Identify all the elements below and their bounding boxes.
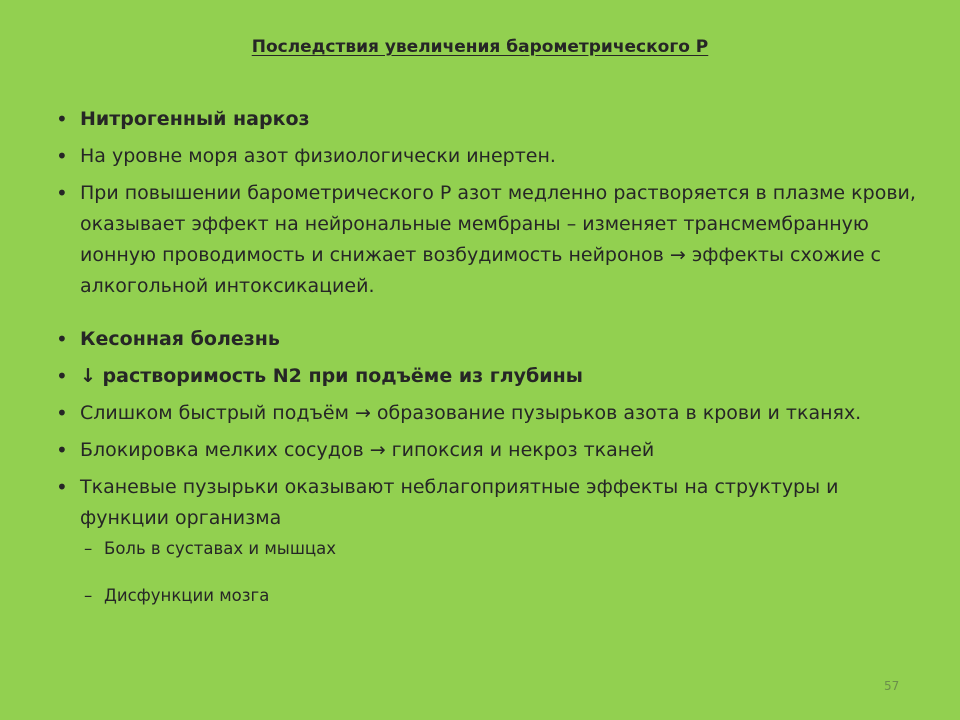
list-item — [56, 398, 916, 429]
bullet-icon: • — [56, 364, 68, 388]
list-item-text: Блокировка мелких сосудов → гипоксия и некроз тканей — [80, 439, 655, 461]
bullet-icon: • — [56, 181, 68, 205]
list-item-text: При повышении барометрического Р азот медленно растворяется в плазме крови, оказывает эффект на нейрональные мембраны – изменяет трансмембранную ионную проводимость и снижает возбудимость нейронов → эффекты схожие с алкогольной интоксикацией. — [80, 182, 916, 297]
list-item — [56, 435, 916, 466]
list-item-text: Нитрогенный наркоз — [80, 108, 310, 130]
sub-list-item — [56, 581, 916, 611]
dash-icon: – — [84, 539, 93, 558]
list-item-text: Слишком быстрый подъём → образование пузырьков азота в крови и тканях. — [80, 402, 862, 424]
dash-icon: – — [84, 585, 93, 605]
list-item-text: ↓ растворимость N2 при подъёме из глубины — [80, 365, 583, 387]
bullet-icon: • — [56, 475, 68, 499]
slide-title: Последствия увеличения барометрического Р — [251, 37, 709, 57]
bullet-icon: • — [56, 327, 68, 351]
list-item — [56, 361, 916, 392]
sub-list-item-text: Дисфункции мозга — [104, 585, 270, 605]
bullet-icon: • — [56, 438, 68, 462]
slide-content — [56, 104, 916, 627]
list-item — [56, 472, 916, 534]
list-item-text: Тканевые пузырьки оказывают неблагоприятные эффекты на структуры и функции организма — [80, 476, 839, 529]
bullet-icon: • — [56, 401, 68, 425]
list-item-text: На уровне моря азот физиологически инертен. — [80, 145, 556, 167]
sub-list-item-text: Боль в суставах и мышцах — [104, 539, 337, 558]
bullet-icon: • — [56, 144, 68, 168]
list-item — [56, 104, 916, 135]
list-item — [56, 324, 916, 355]
page-number: 57 — [884, 679, 900, 693]
sub-list-item — [56, 534, 916, 564]
list-item-text: Кесонная болезнь — [80, 328, 280, 350]
list-item — [56, 178, 916, 302]
bullet-icon: • — [56, 107, 68, 131]
list-item — [56, 141, 916, 172]
